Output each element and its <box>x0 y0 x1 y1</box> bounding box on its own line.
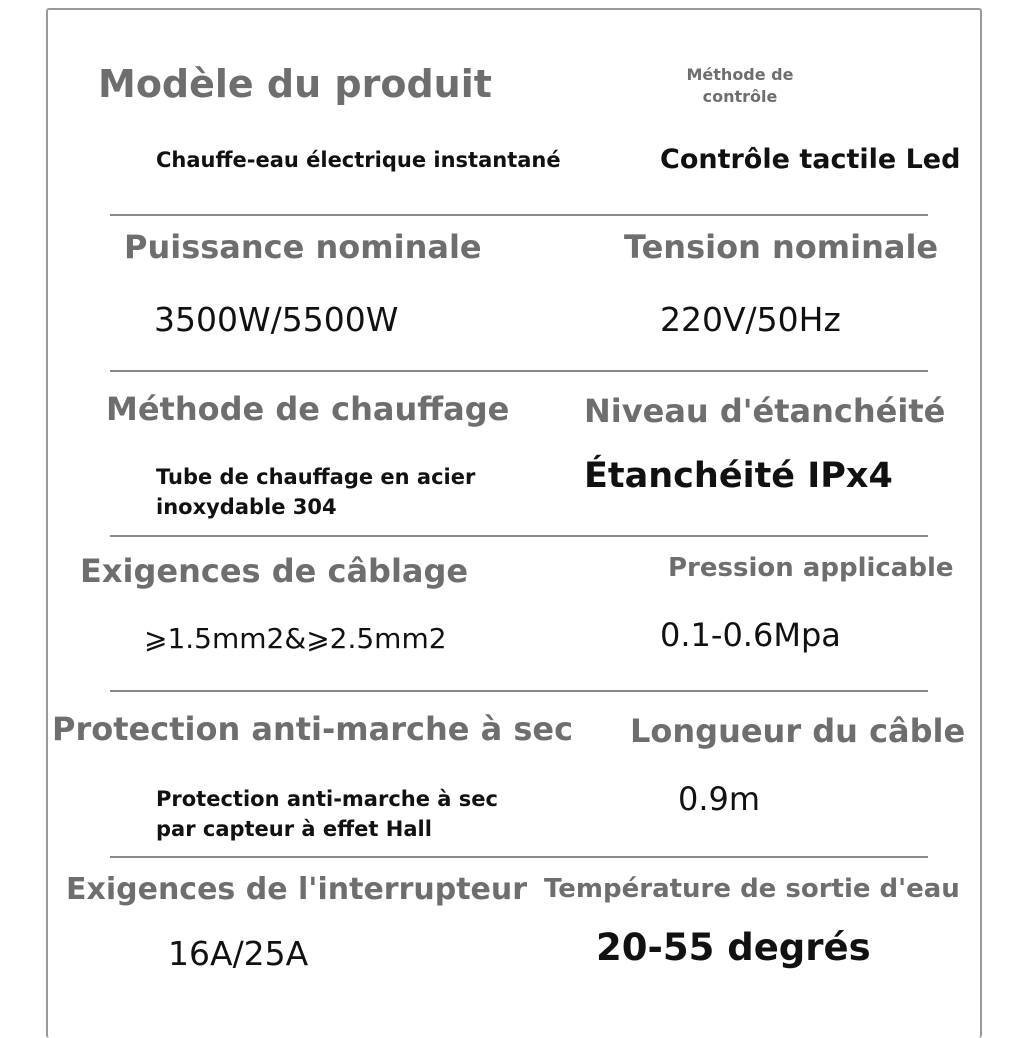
dryrun-value-line1: Protection anti-marche à sec <box>156 787 498 811</box>
dryrun-value-line2: par capteur à effet Hall <box>156 817 432 841</box>
power-value: 3500W/5500W <box>154 300 399 339</box>
voltage-value: 220V/50Hz <box>660 300 841 339</box>
waterproof-label: Niveau d'étanchéité <box>584 392 946 430</box>
heating-value-line2: inoxydable 304 <box>156 495 337 519</box>
pressure-label: Pression applicable <box>668 553 954 583</box>
control-label-line1: Méthode de <box>686 65 794 84</box>
row-divider <box>110 690 928 692</box>
heating-value <box>156 462 475 522</box>
row-divider <box>110 370 928 372</box>
control-label <box>680 64 800 108</box>
model-value: Chauffe-eau électrique instantané <box>156 148 561 172</box>
cable-label: Longueur du câble <box>630 712 966 750</box>
dryrun-value <box>156 784 498 844</box>
wiring-value: ⩾1.5mm2&⩾2.5mm2 <box>144 622 447 655</box>
row-divider <box>110 535 928 537</box>
power-label: Puissance nominale <box>124 228 482 266</box>
temp-value: 20-55 degrés <box>596 926 871 969</box>
pressure-value: 0.1-0.6Mpa <box>660 616 841 654</box>
model-label: Modèle du produit <box>98 62 492 106</box>
heating-label: Méthode de chauffage <box>106 390 510 428</box>
row-divider <box>110 856 928 858</box>
temp-label: Température de sortie d'eau <box>544 874 960 904</box>
control-value: Contrôle tactile Led <box>660 144 961 175</box>
switch-label: Exigences de l'interrupteur <box>66 872 528 907</box>
voltage-label: Tension nominale <box>624 228 939 266</box>
dryrun-label: Protection anti-marche à sec <box>52 710 574 748</box>
row-divider <box>110 214 928 216</box>
control-label-line2: contrôle <box>702 87 778 106</box>
wiring-label: Exigences de câblage <box>80 552 469 590</box>
cable-value: 0.9m <box>678 780 761 818</box>
switch-value: 16A/25A <box>168 934 309 973</box>
heating-value-line1: Tube de chauffage en acier <box>156 465 476 489</box>
waterproof-value: Étanchéité IPx4 <box>584 456 893 496</box>
